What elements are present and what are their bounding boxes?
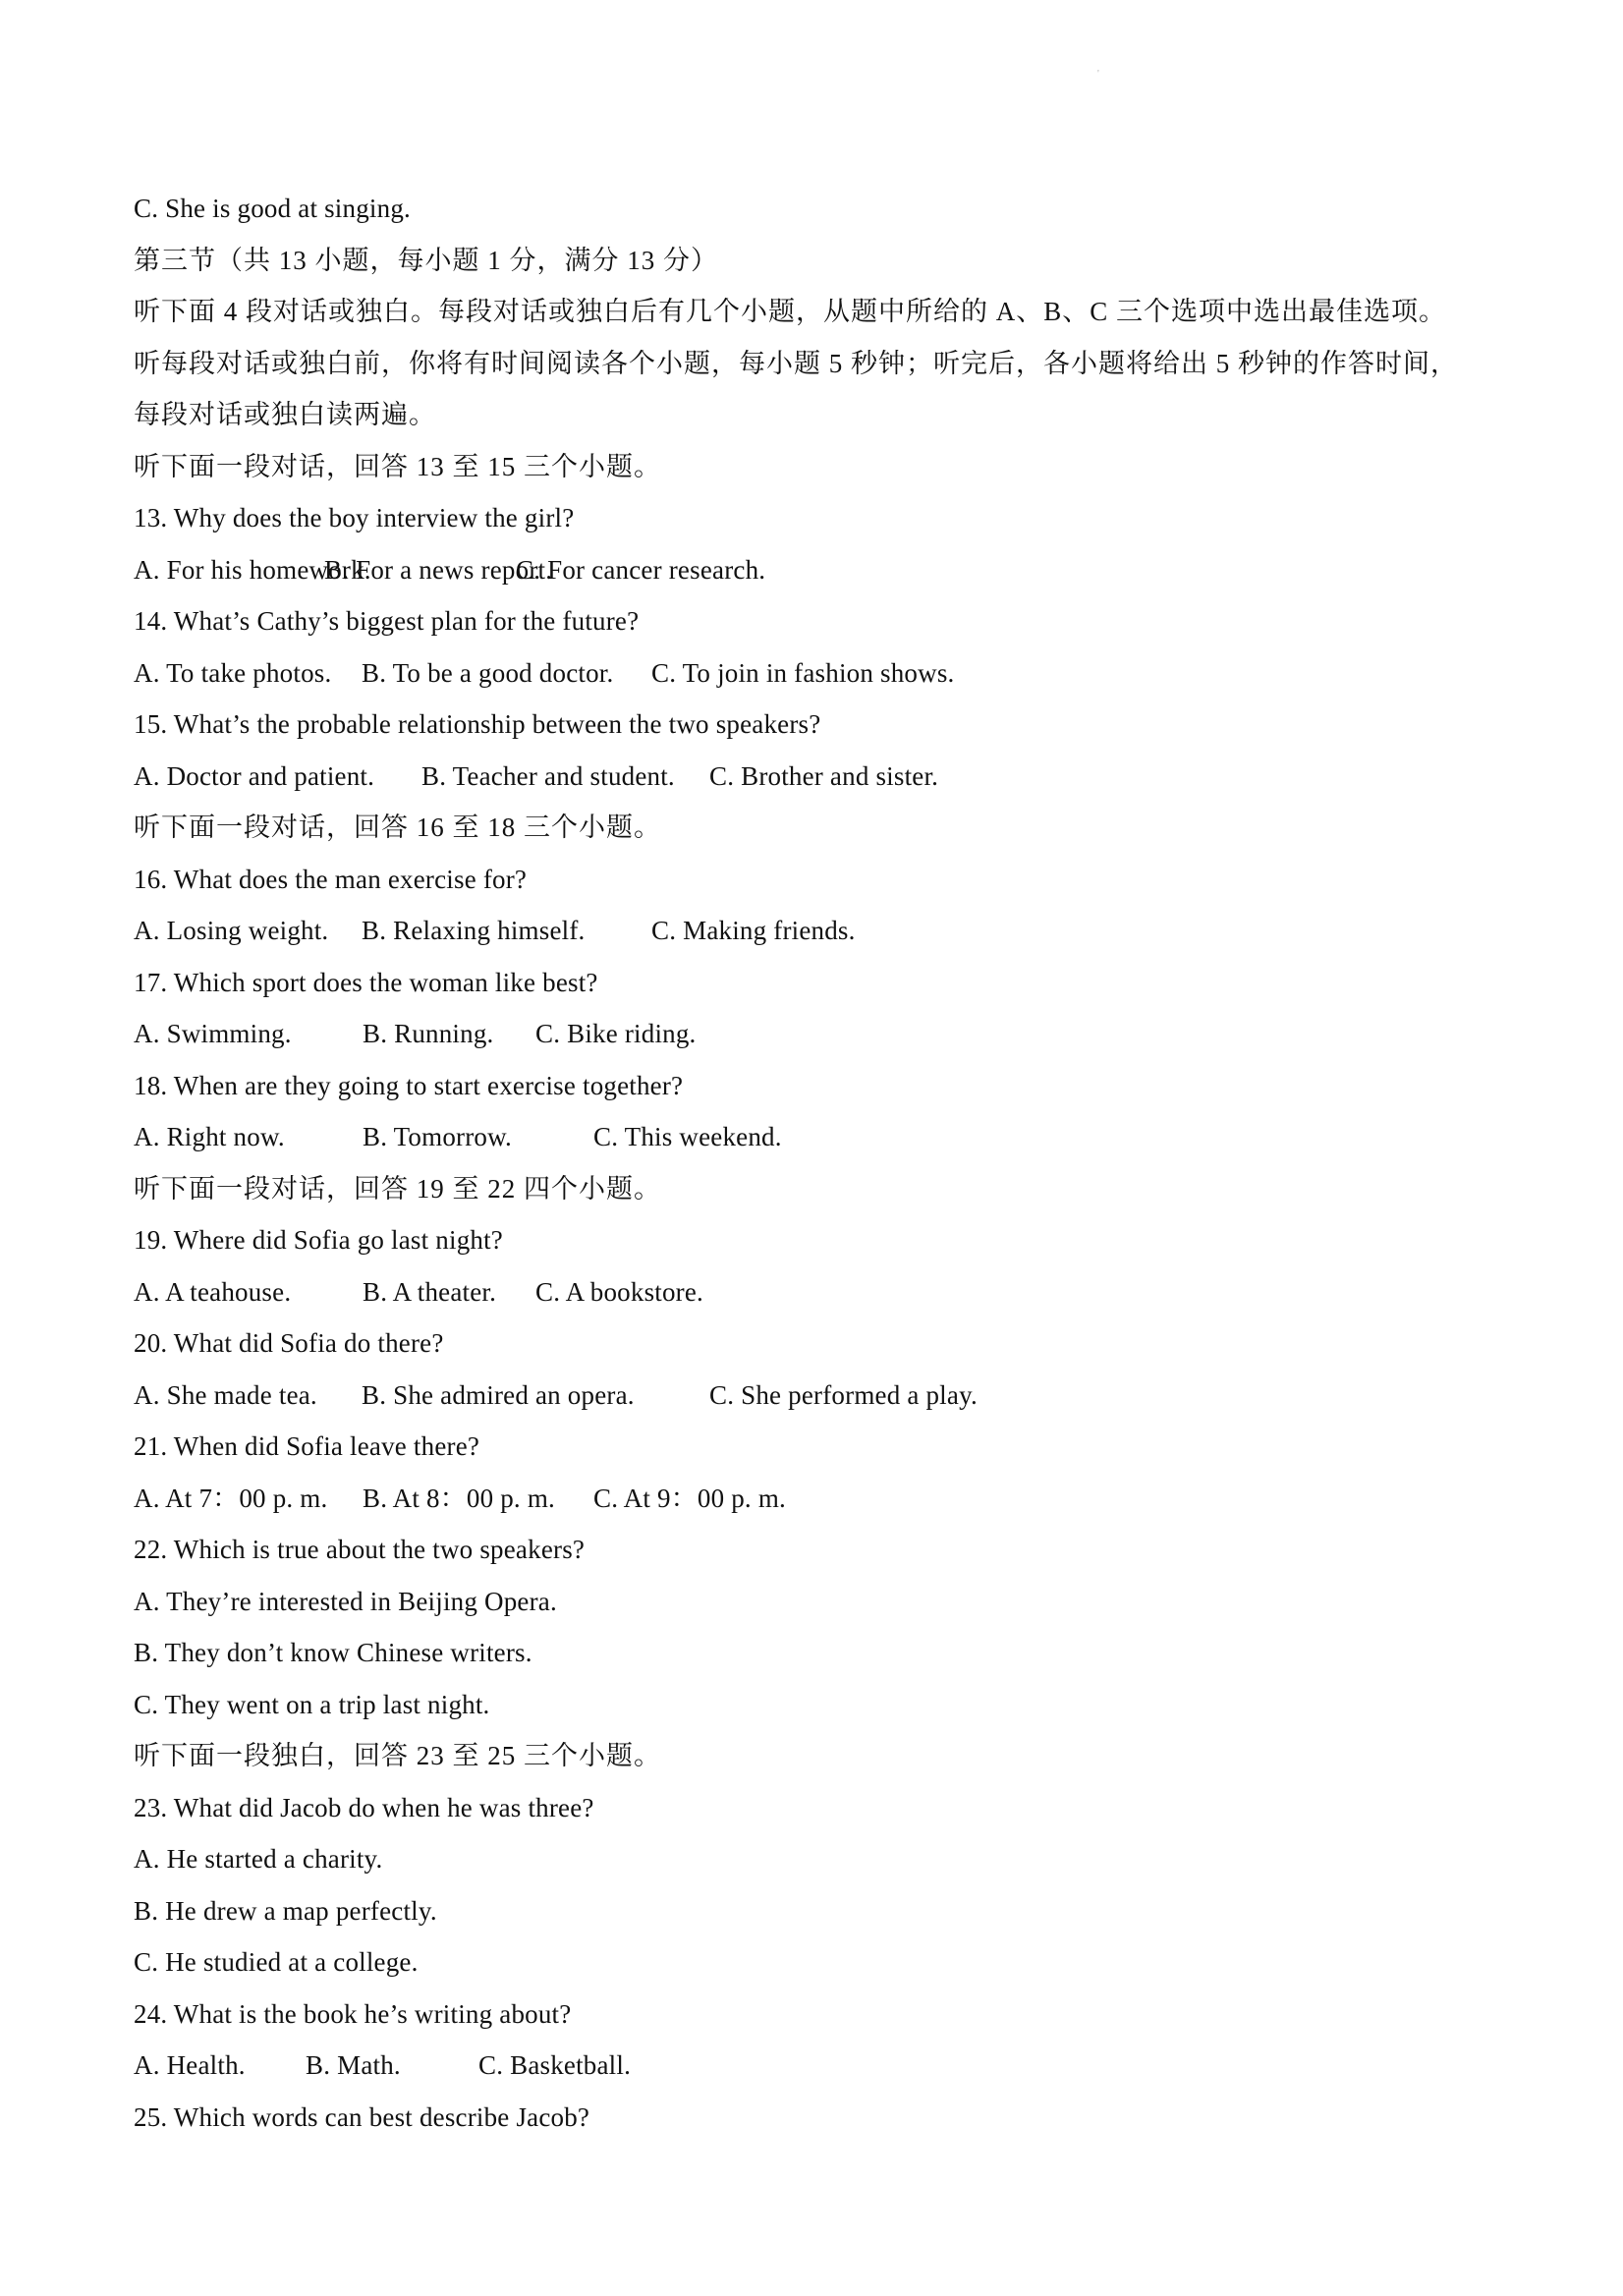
section-heading: 第三节（共 13 小题，每小题 1 分，满分 13 分） <box>134 245 718 275</box>
option-c: C. For cancer research. <box>516 554 766 585</box>
question-21-options <box>134 1473 1529 1525</box>
question-15-options <box>134 751 1529 803</box>
question-17: 17. Which sport does the woman like best? <box>134 967 598 997</box>
question-22: 22. Which is true about the two speakers? <box>134 1535 586 1564</box>
option-b: B. For a news report. <box>324 554 553 585</box>
q12-option-c: C. She is good at singing. <box>134 194 411 223</box>
option-c: C. Brother and sister. <box>709 760 939 791</box>
option-c: C. A bookstore. <box>535 1276 704 1307</box>
question-13: 13. Why does the boy interview the girl? <box>134 503 575 532</box>
question-19-options <box>134 1266 1529 1318</box>
option-a: A. For his homework. <box>134 554 371 585</box>
dialogue-2-heading: 听下面一段对话，回答 16 至 18 三个小题。 <box>134 812 661 842</box>
question-16: 16. What does the man exercise for? <box>134 864 528 894</box>
monologue-heading: 听下面一段独白，回答 23 至 25 三个小题。 <box>134 1741 661 1770</box>
question-23-option-a: A. He started a charity. <box>134 1844 383 1874</box>
option-a: A. To take photos. <box>134 657 332 688</box>
option-a: A. Swimming. <box>134 1019 292 1048</box>
question-25: 25. Which words can best describe Jacob? <box>134 2101 590 2132</box>
dialogue-1-heading: 听下面一段对话，回答 13 至 15 三个小题。 <box>134 451 661 481</box>
question-15: 15. What’s the probable relationship between the two speakers? <box>134 709 821 739</box>
question-13-options <box>134 544 1529 596</box>
question-14-options <box>134 647 1529 700</box>
option-c: C. Basketball. <box>478 2050 632 2080</box>
question-17-options <box>134 1008 1529 1060</box>
option-c: C. This weekend. <box>593 1122 782 1151</box>
instructions-line-3: 每段对话或独白读两遍。 <box>134 400 436 429</box>
option-c: C. She performed a play. <box>709 1379 978 1410</box>
question-20-options <box>134 1370 1529 1422</box>
option-c: C. Bike riding. <box>535 1019 697 1048</box>
corner-mark: ' <box>1097 69 1099 80</box>
option-c: C. To join in fashion shows. <box>651 657 955 688</box>
listening-section <box>134 183 1529 2143</box>
option-a: A. At 7：00 p. m. <box>134 1483 328 1513</box>
instructions-line-2: 听每段对话或独白前，你将有时间阅读各个小题，每小题 5 秒钟；听完后，各小题将给出 5 秒钟的作答时间， <box>134 348 1458 378</box>
option-c: C. Making friends. <box>651 916 856 945</box>
question-22-option-a: A. They’re interested in Beijing Opera. <box>134 1586 557 1616</box>
question-23: 23. What did Jacob do when he was three? <box>134 1792 594 1822</box>
question-14: 14. What’s Cathy’s biggest plan for the future? <box>134 606 640 636</box>
dialogue-3-heading: 听下面一段对话，回答 19 至 22 四个小题。 <box>134 1173 661 1204</box>
option-a: A. She made tea. <box>134 1379 317 1410</box>
question-22-option-c: C. They went on a trip last night. <box>134 1689 490 1719</box>
option-b: B. She admired an opera. <box>362 1379 635 1410</box>
question-18: 18. When are they going to start exercise together? <box>134 1070 684 1100</box>
question-23-option-b: B. He drew a map perfectly. <box>134 1895 437 1926</box>
question-16-options <box>134 905 1529 957</box>
question-19: 19. Where did Sofia go last night? <box>134 1225 503 1255</box>
option-a: A. Right now. <box>134 1122 285 1151</box>
option-b: B. To be a good doctor. <box>362 657 614 688</box>
option-b: B. Teacher and student. <box>421 760 675 791</box>
option-a: A. Doctor and patient. <box>134 760 375 791</box>
option-b: B. Running. <box>363 1019 494 1048</box>
option-b: B. Math. <box>306 2050 401 2080</box>
question-24-options <box>134 2040 1529 2092</box>
question-23-option-c: C. He studied at a college. <box>134 1947 419 1977</box>
option-b: B. Relaxing himself. <box>362 916 586 945</box>
instructions-line-1: 听下面 4 段对话或独白。每段对话或独白后有几个小题，从题中所给的 A、B、C 三个选项中选出最佳选项。 <box>134 297 1447 326</box>
option-a: A. Losing weight. <box>134 916 329 945</box>
option-b: B. Tomorrow. <box>363 1122 513 1151</box>
option-a: A. A teahouse. <box>134 1276 292 1307</box>
question-20: 20. What did Sofia do there? <box>134 1328 444 1358</box>
option-b: B. A theater. <box>363 1276 497 1307</box>
option-c: C. At 9：00 p. m. <box>593 1483 786 1513</box>
question-18-options <box>134 1111 1529 1163</box>
question-24: 24. What is the book he’s writing about? <box>134 1998 572 2029</box>
question-22-option-b: B. They don’t know Chinese writers. <box>134 1638 532 1667</box>
question-21: 21. When did Sofia leave there? <box>134 1431 480 1461</box>
option-a: A. Health. <box>134 2050 246 2080</box>
option-b: B. At 8：00 p. m. <box>363 1483 555 1513</box>
